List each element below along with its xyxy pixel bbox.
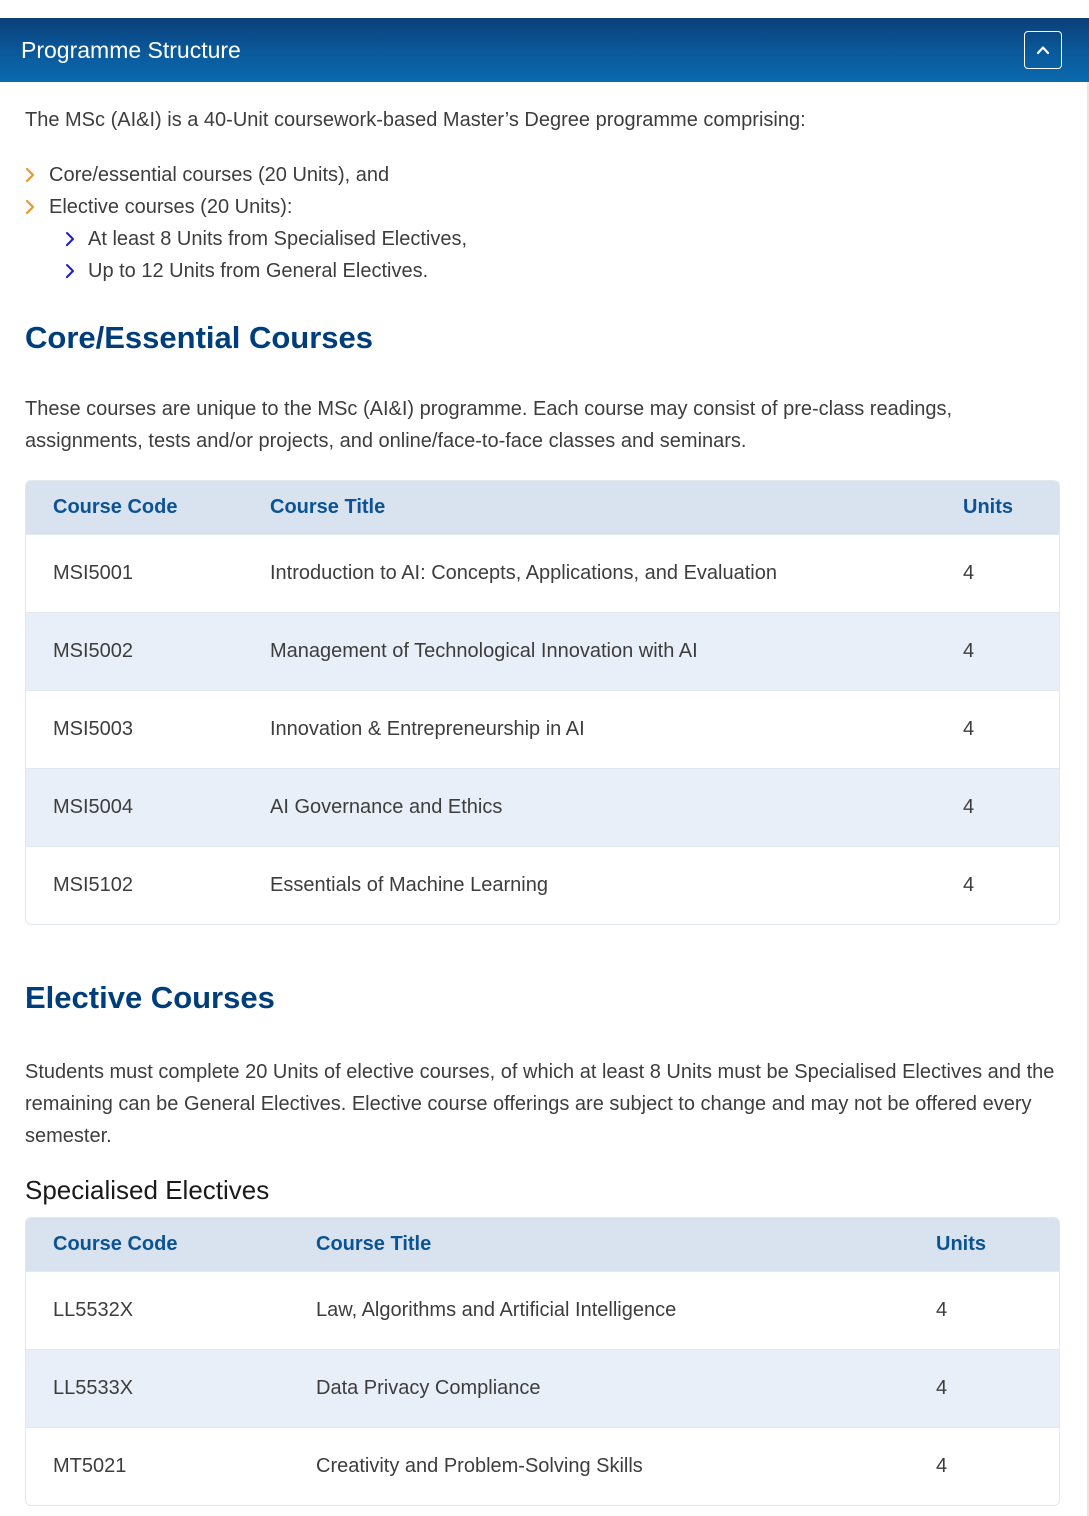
course-title: Innovation & Entrepreneurship in AI: [270, 718, 585, 740]
course-units: 4: [936, 1299, 948, 1321]
table-row: [26, 1271, 1059, 1349]
core-courses-table: [25, 480, 1060, 925]
sub-list-item-text: Up to 12 Units from General Electives.: [88, 260, 429, 282]
list-item-text: Core/essential courses (20 Units), and: [49, 164, 390, 186]
list-item: [25, 191, 467, 287]
chevron-right-icon: [25, 167, 35, 183]
table-row: [26, 612, 1059, 690]
course-units: 4: [963, 562, 975, 584]
course-units: 4: [963, 640, 975, 662]
chevron-up-icon: [1035, 42, 1051, 58]
list-item: [25, 159, 467, 191]
table-header: [26, 1218, 1059, 1271]
course-title: Introduction to AI: Concepts, Applications, and Evaluation: [270, 562, 777, 584]
table-row: [26, 690, 1059, 768]
table-header: [26, 481, 1059, 534]
specialised-electives-table: [25, 1217, 1060, 1506]
course-title: Management of Technological Innovation with AI: [270, 640, 698, 662]
column-header-title: Course Title: [270, 496, 386, 518]
table-row: [26, 1349, 1059, 1427]
course-code: MSI5002: [53, 640, 134, 662]
programme-composition-list: [25, 159, 467, 287]
course-title: Creativity and Problem-Solving Skills: [316, 1455, 643, 1477]
course-units: 4: [963, 874, 975, 896]
accordion-title: Programme Structure: [21, 37, 241, 63]
column-header-title: Course Title: [316, 1233, 432, 1255]
sub-list-item: [65, 255, 467, 287]
course-units: 4: [936, 1455, 948, 1477]
sub-list-item-text: At least 8 Units from Specialised Electives,: [88, 228, 468, 250]
course-code: MSI5102: [53, 874, 134, 896]
elective-courses-description: Students must complete 20 Units of elective courses, of which at least 8 Units must be Specialised Electives and the remaining can be General Electives. Elective course offerings are subject to change and may not be offered every semester.: [25, 1061, 1055, 1147]
table-row: [26, 534, 1059, 612]
chevron-right-icon: [65, 231, 75, 247]
column-header-code: Course Code: [53, 496, 178, 518]
table-row: [26, 846, 1059, 924]
course-code: LL5532X: [53, 1299, 134, 1321]
course-code: MSI5001: [53, 562, 134, 584]
course-units: 4: [963, 796, 975, 818]
core-courses-heading: Core/Essential Courses: [25, 320, 374, 355]
sub-list-item: [65, 223, 467, 255]
chevron-right-icon: [65, 263, 75, 279]
elective-courses-heading: Elective Courses: [25, 980, 275, 1015]
course-title: Data Privacy Compliance: [316, 1377, 541, 1399]
column-header-units: Units: [936, 1233, 986, 1255]
elective-breakdown-list: [49, 223, 467, 287]
intro-text: The MSc (AI&I) is a 40-Unit coursework-based Master’s Degree programme comprising:: [25, 109, 806, 131]
accordion-header[interactable]: [0, 18, 1089, 82]
course-units: 4: [936, 1377, 948, 1399]
table-row: [26, 768, 1059, 846]
course-units: 4: [963, 718, 975, 740]
course-title: AI Governance and Ethics: [270, 796, 503, 818]
course-code: MSI5003: [53, 718, 134, 740]
collapse-button[interactable]: [1024, 31, 1062, 69]
core-courses-description: These courses are unique to the MSc (AI&I) programme. Each course may consist of pre-class readings, assignments, tests and/or projects, and online/face-to-face classes and seminars.: [25, 398, 953, 452]
chevron-right-icon: [25, 199, 35, 215]
course-title: Essentials of Machine Learning: [270, 874, 548, 896]
column-header-code: Course Code: [53, 1233, 178, 1255]
column-header-units: Units: [963, 496, 1013, 518]
list-item-text: Elective courses (20 Units):: [49, 196, 293, 218]
specialised-electives-heading: Specialised Electives: [25, 1175, 270, 1205]
course-code: MSI5004: [53, 796, 134, 818]
course-code: MT5021: [53, 1455, 127, 1477]
course-title: Law, Algorithms and Artificial Intelligence: [316, 1299, 677, 1321]
table-row: [26, 1427, 1059, 1505]
course-code: LL5533X: [53, 1377, 134, 1399]
